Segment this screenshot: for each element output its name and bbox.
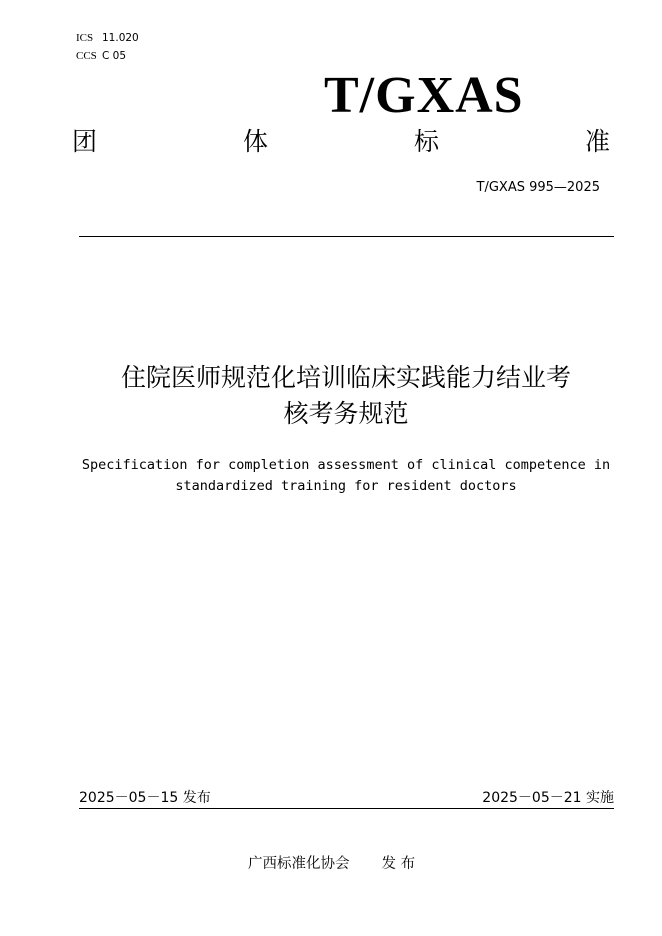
ccs-line: [76, 49, 126, 63]
publish-date: 2025－05－15 发布: [79, 790, 211, 806]
publisher-name: 广西标准化协会: [248, 856, 350, 872]
ics-label: ICS: [76, 32, 94, 44]
ccs-code: C 05: [102, 50, 127, 62]
brand-logo-text: T/GXAS: [324, 67, 524, 124]
document-title-en: [60, 455, 632, 497]
header-divider: [79, 236, 614, 237]
ics-code: 11.020: [102, 32, 139, 44]
publisher-line: [248, 854, 415, 874]
standard-type: [72, 126, 610, 158]
implement-date: 2025－05－21 实施: [482, 790, 614, 806]
standard-number: T/GXAS 995—2025: [476, 180, 600, 195]
publish-word: 发 布: [381, 856, 416, 872]
standard-type-char: 标: [413, 127, 439, 156]
title-cn-line1: 住院医师规范化培训临床实践能力结业考: [120, 363, 571, 392]
standard-type-char: 体: [242, 127, 268, 156]
standard-type-char: 准: [584, 127, 610, 156]
footer-divider: [79, 808, 614, 809]
standard-type-char: 团: [72, 127, 98, 156]
title-en-line1: Specification for completion assessment of clinical competence in: [81, 457, 611, 473]
title-cn-line2: 核考务规范: [283, 399, 409, 428]
title-en-line2: standardized training for resident doctors: [175, 478, 517, 494]
ics-line: [76, 31, 139, 45]
ccs-label: CCS: [76, 50, 97, 62]
document-title-cn: [60, 360, 632, 432]
